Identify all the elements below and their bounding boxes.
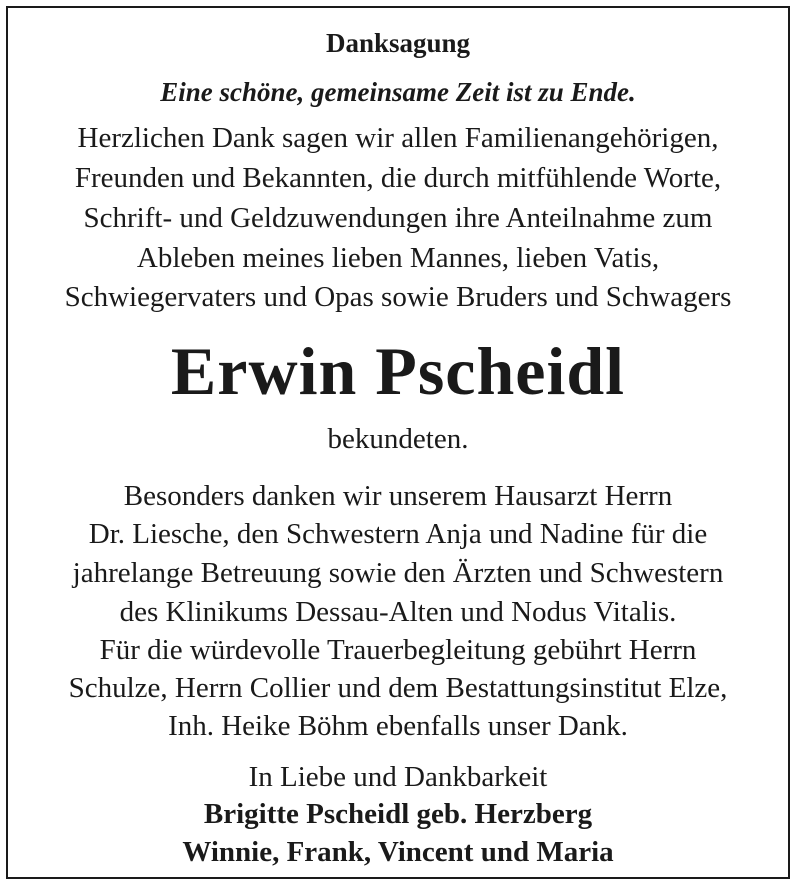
signatory-line-1: Brigitte Pscheidl geb. Herzberg <box>203 798 593 830</box>
paragraph1-line-4: Ableben meines lieben Mannes, lieben Vatis, <box>136 242 660 274</box>
after-name-text: bekundeten. <box>327 423 469 455</box>
paragraph1-line-1: Herzlichen Dank sagen wir allen Familienangehörigen, <box>77 122 719 154</box>
obituary-thanks-notice <box>6 6 790 879</box>
notice-heading: Danksagung <box>325 28 471 58</box>
paragraph2-line-4: des Klinikums Dessau-Alten und Nodus Vitalis. <box>119 596 677 628</box>
paragraph1-line-5: Schwiegervaters und Opas sowie Bruders und Schwagers <box>64 281 732 313</box>
paragraph2-line-2: Dr. Liesche, den Schwestern Anja und Nadine für die <box>88 518 708 550</box>
paragraph1-line-3: Schrift- und Geldzuwendungen ihre Anteilnahme zum <box>83 202 713 234</box>
paragraph2-line-1: Besonders danken wir unserem Hausarzt Herrn <box>123 480 673 512</box>
paragraph1-line-2: Freunden und Bekannten, die durch mitfühlende Worte, <box>74 162 722 194</box>
closing-line: In Liebe und Dankbarkeit <box>248 761 548 793</box>
deceased-name: Erwin Pscheidl <box>170 333 626 409</box>
paragraph2-line-7: Inh. Heike Böhm ebenfalls unser Dank. <box>168 710 628 742</box>
paragraph2-line-6: Schulze, Herrn Collier und dem Bestattungsinstitut Elze, <box>68 672 728 704</box>
paragraph2-line-5: Für die würdevolle Trauerbegleitung gebührt Herrn <box>99 634 697 666</box>
paragraph2-line-3: jahrelange Betreuung sowie den Ärzten und Schwestern <box>72 557 724 589</box>
notice-subheading: Eine schöne, gemeinsame Zeit ist zu Ende. <box>160 77 636 107</box>
signatory-line-2: Winnie, Frank, Vincent und Maria <box>182 836 614 868</box>
